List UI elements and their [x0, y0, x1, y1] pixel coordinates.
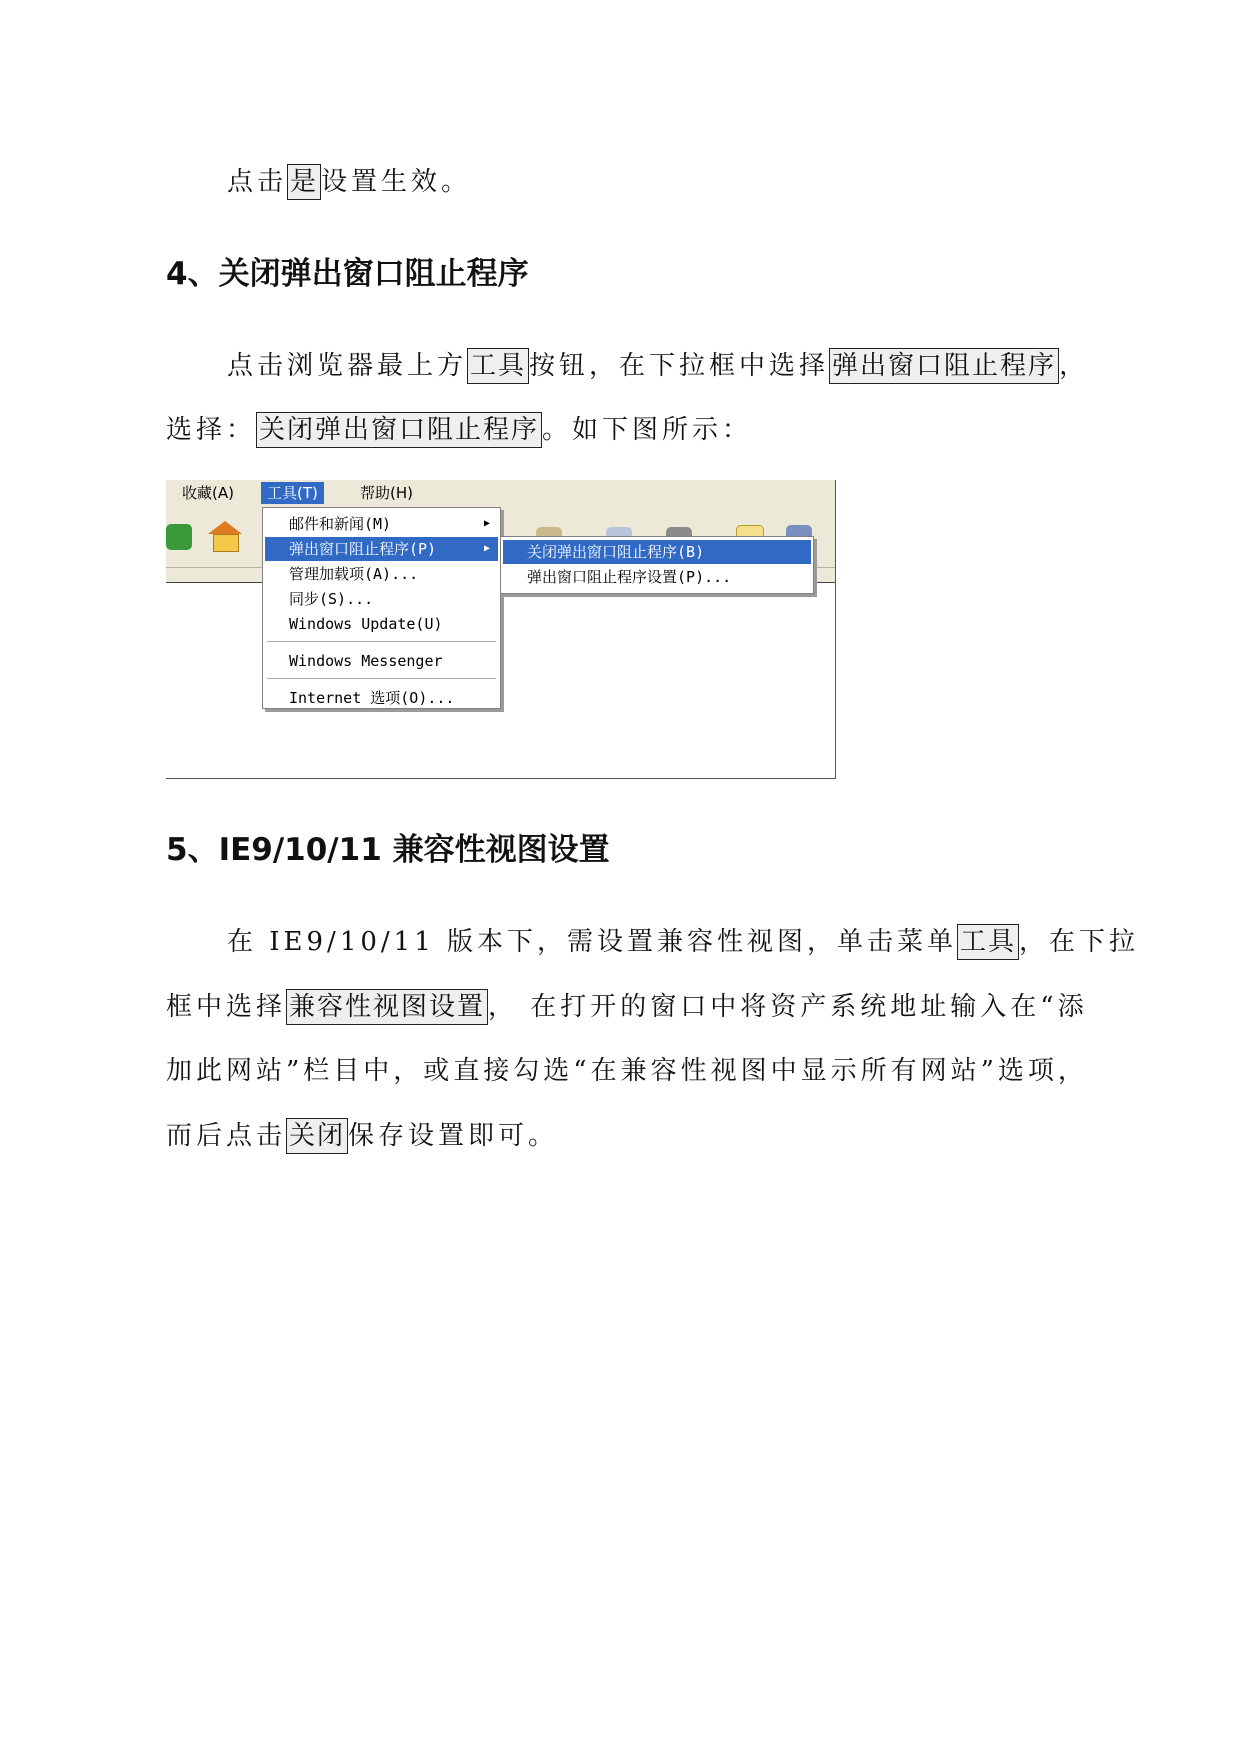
text: ， 在打开的窗口中将资产系统地址输入在“添 [488, 992, 1088, 1022]
text: 按钮，在下拉框中选择 [529, 351, 830, 381]
menu-favorites[interactable]: 收藏(A) [182, 484, 234, 502]
text: 选择： [166, 415, 257, 445]
menu-item-popup-blocker[interactable] [265, 537, 498, 561]
text: 保存设置即可。 [348, 1121, 559, 1151]
menu-help[interactable]: 帮助(H) [360, 484, 413, 502]
menu-item-windows-messenger[interactable]: Windows Messenger [289, 652, 443, 670]
tools-label: 工具 [467, 348, 529, 384]
menu-item-manage-addons[interactable]: 管理加载项(A)... [289, 565, 419, 583]
popup-blocker-label: 弹出窗口阻止程序 [829, 348, 1059, 384]
paragraph-5-line-4 [166, 1118, 558, 1154]
refresh-icon[interactable] [166, 524, 192, 550]
section-heading-5: 5、IE9/10/11 兼容性视图设置 [166, 832, 610, 868]
text: ，在下拉 [1019, 927, 1140, 957]
menu-item-mail-news[interactable] [265, 512, 498, 536]
popup-blocker-submenu [500, 536, 814, 594]
yes-button-label: 是 [287, 164, 321, 200]
menu-item-turn-off-popup-blocker[interactable]: 关闭弹出窗口阻止程序(B) [503, 540, 811, 564]
paragraph-5-line-3: 加此网站”栏目中，或直接勾选“在兼容性视图中显示所有网站”选项， [166, 1056, 1088, 1086]
text: 在 IE9/10/11 版本下，需设置兼容性视图，单击菜单 [227, 927, 958, 957]
tools-menu [262, 507, 501, 709]
paragraph-4-line-2 [166, 412, 752, 448]
chevron-right-icon: ▶ [483, 518, 490, 529]
ie-menu-screenshot [166, 480, 836, 779]
text: 设置生效。 [321, 167, 472, 197]
menu-separator [267, 678, 496, 680]
text: 点击 [227, 167, 288, 197]
text: 点击浏览器最上方 [227, 351, 468, 381]
home-icon[interactable] [208, 521, 242, 534]
section-heading-4: 4、关闭弹出窗口阻止程序 [166, 256, 529, 292]
paragraph-4-line-1 [227, 348, 1089, 384]
compat-view-settings-label: 兼容性视图设置 [286, 989, 488, 1025]
menu-separator [267, 641, 496, 643]
close-popup-blocker-label: 关闭弹出窗口阻止程序 [256, 412, 542, 448]
menu-tools[interactable]: 工具(T) [261, 482, 324, 504]
menu-bar [166, 480, 835, 507]
chevron-right-icon: ▶ [483, 543, 490, 554]
text: 框中选择 [166, 992, 287, 1022]
menu-item-popup-blocker-settings[interactable]: 弹出窗口阻止程序设置(P)... [527, 568, 732, 586]
close-label: 关闭 [286, 1118, 348, 1154]
paragraph-click-yes [227, 164, 471, 200]
paragraph-5-line-1 [227, 924, 1139, 960]
menu-item-windows-update[interactable]: Windows Update(U) [289, 615, 443, 633]
tools-label: 工具 [957, 924, 1019, 960]
text: 。如下图所示： [542, 415, 753, 445]
menu-item-internet-options[interactable]: Internet 选项(O)... [289, 689, 455, 707]
text: ， [1059, 351, 1090, 381]
paragraph-5-line-2 [166, 989, 1088, 1025]
label: 邮件和新闻(M) [289, 515, 392, 533]
text: 而后点击 [166, 1121, 287, 1151]
menu-item-sync[interactable]: 同步(S)... [289, 590, 374, 608]
label: 弹出窗口阻止程序(P) [289, 540, 437, 558]
home-icon-body [213, 534, 239, 552]
